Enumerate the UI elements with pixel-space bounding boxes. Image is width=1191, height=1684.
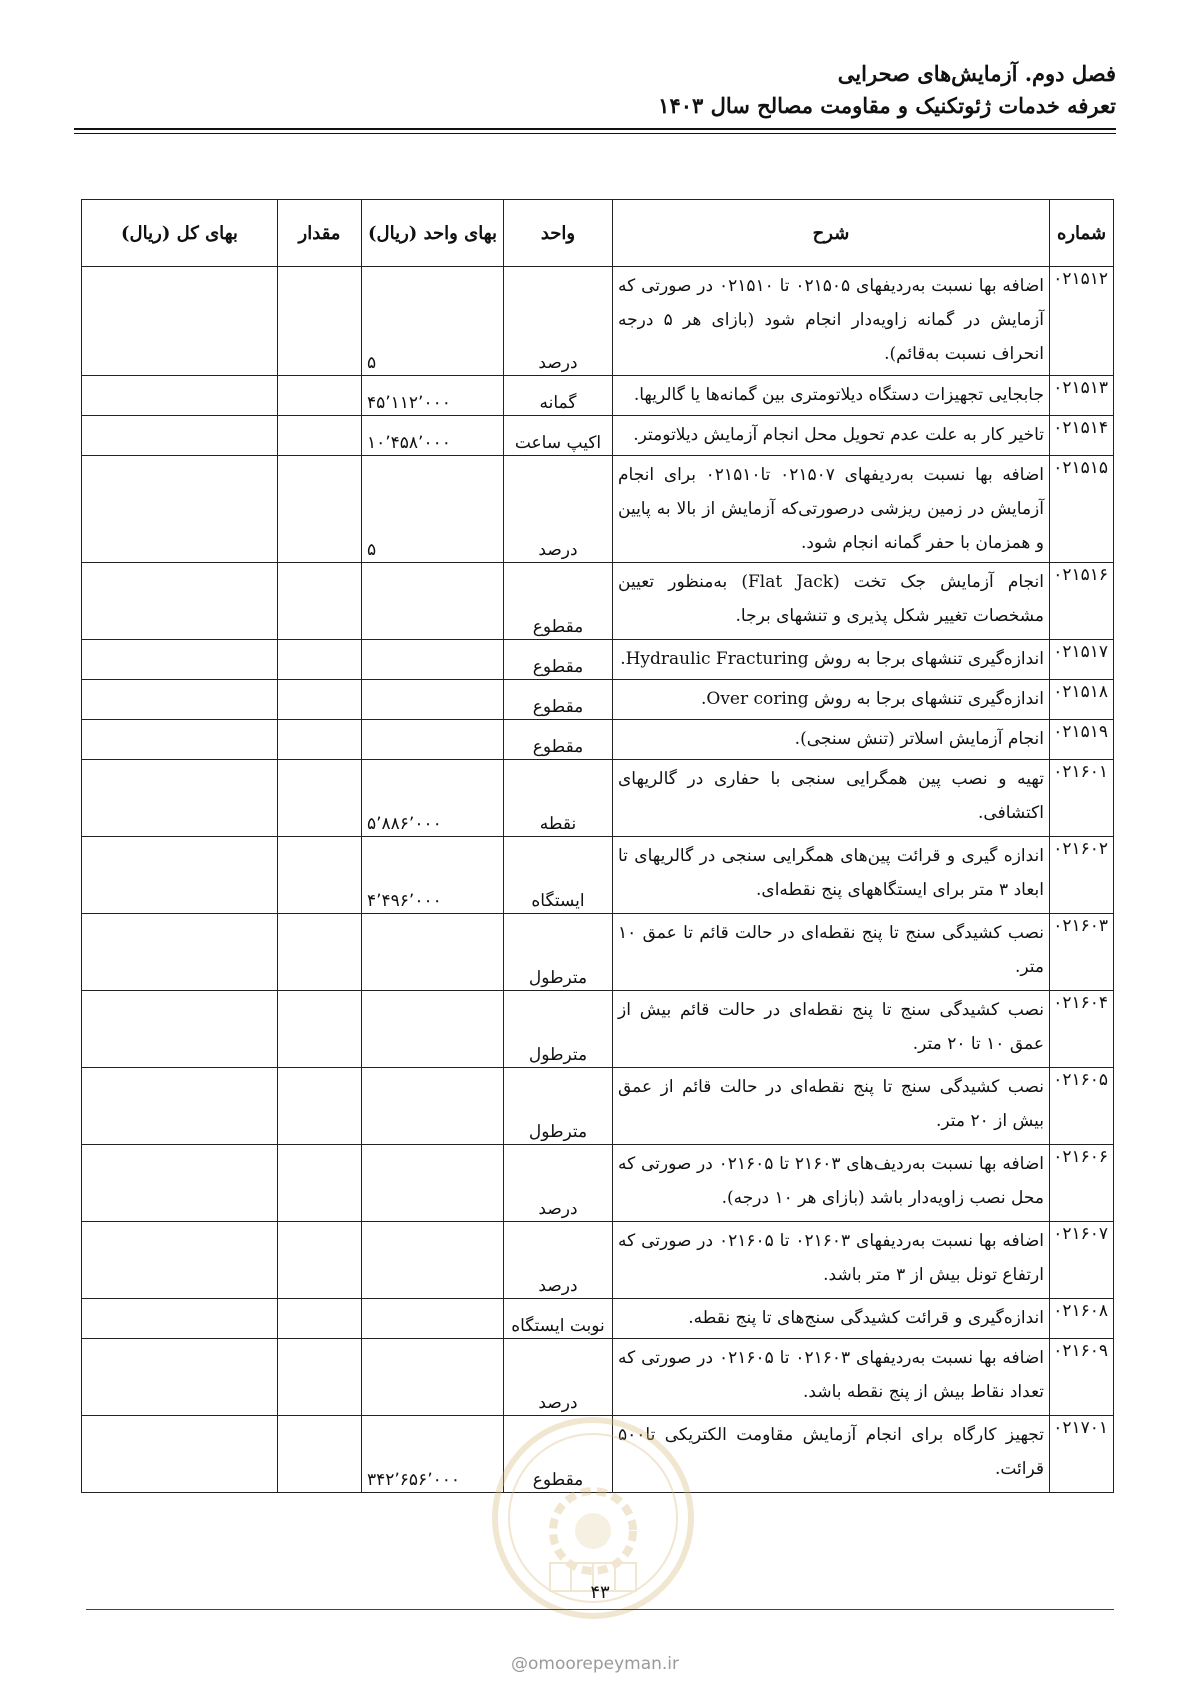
row-unit: مترطول [504, 1068, 613, 1145]
row-unit-price [362, 1339, 504, 1416]
row-description: جابجایی تجهیزات دستگاه دیلاتومتری بین گمانه‌ها یا گالریها. [613, 376, 1050, 416]
row-quantity [278, 1299, 362, 1339]
row-code: ۰۲۱۵۱۲ [1050, 267, 1114, 376]
row-quantity [278, 1068, 362, 1145]
row-code: ۰۲۱۵۱۳ [1050, 376, 1114, 416]
website-label: @omoorepeyman.ir [510, 1654, 680, 1674]
row-description: انجام آزمایش اسلاتر (تنش سنجی). [613, 720, 1050, 760]
table-row [82, 416, 1114, 456]
row-unit: مقطوع [504, 680, 613, 720]
row-quantity [278, 914, 362, 991]
row-code: ۰۲۱۶۰۷ [1050, 1222, 1114, 1299]
chapter-title: فصل دوم. آزمایش‌های صحرایی [837, 61, 1116, 86]
row-quantity [278, 991, 362, 1068]
row-unit: مترطول [504, 914, 613, 991]
row-description: نصب کشیدگی سنج تا پنج نقطه‌ای در حالت قائم تا عمق ۱۰ متر. [613, 914, 1050, 991]
row-description: اضافه بها نسبت به‌ردیفهای ۰۲۱۵۰۷ تا۰۲۱۵۱۰ برای انجام آزمایش در زمین ریزشی درصورتی‌که آزمایش از بالا به پایین و همزمان با حفر گمانه انجام شود. [613, 456, 1050, 563]
row-quantity [278, 1339, 362, 1416]
row-description: نصب کشیدگی سنج تا پنج نقطه‌ای در حالت قائم بیش از عمق ۱۰ تا ۲۰ متر. [613, 991, 1050, 1068]
row-code: ۰۲۱۵۱۶ [1050, 563, 1114, 640]
row-unit: مترطول [504, 991, 613, 1068]
header-description: شرح [613, 200, 1050, 267]
row-unit: نقطه [504, 760, 613, 837]
row-quantity [278, 837, 362, 914]
row-unit-price: ۵ [362, 267, 504, 376]
table-row [82, 914, 1114, 991]
table-row [82, 1339, 1114, 1416]
header-rule-thin [74, 133, 1116, 134]
row-code: ۰۲۱۶۰۹ [1050, 1339, 1114, 1416]
row-total [82, 680, 278, 720]
row-code: ۰۲۱۷۰۱ [1050, 1416, 1114, 1493]
row-quantity [278, 1222, 362, 1299]
row-code: ۰۲۱۵۱۴ [1050, 416, 1114, 456]
row-total [82, 456, 278, 563]
row-total [82, 760, 278, 837]
row-unit: نوبت ایستگاه [504, 1299, 613, 1339]
row-total [82, 267, 278, 376]
row-total [82, 1416, 278, 1493]
row-quantity [278, 760, 362, 837]
row-quantity [278, 640, 362, 680]
row-code: ۰۲۱۶۰۴ [1050, 991, 1114, 1068]
row-unit: مقطوع [504, 563, 613, 640]
header-code: شماره [1050, 200, 1114, 267]
row-unit-price [362, 914, 504, 991]
row-code: ۰۲۱۵۱۹ [1050, 720, 1114, 760]
row-code: ۰۲۱۶۰۳ [1050, 914, 1114, 991]
row-code: ۰۲۱۶۰۲ [1050, 837, 1114, 914]
row-unit: مقطوع [504, 640, 613, 680]
row-total [82, 563, 278, 640]
tariff-table [81, 199, 1114, 1493]
table-row [82, 456, 1114, 563]
row-unit: درصد [504, 456, 613, 563]
row-unit-price [362, 1068, 504, 1145]
row-total [82, 837, 278, 914]
row-description: اندازه گیری و قرائت پین‌های همگرایی سنجی در گالریهای تا ابعاد ۳ متر برای ایستگاههای پنج نقطه‌ای. [613, 837, 1050, 914]
row-quantity [278, 680, 362, 720]
row-unit-price [362, 680, 504, 720]
row-code: ۰۲۱۵۱۵ [1050, 456, 1114, 563]
table-row [82, 1145, 1114, 1222]
row-total [82, 720, 278, 760]
table-row [82, 680, 1114, 720]
footer-rule [86, 1609, 1114, 1610]
row-description: انجام آزمایش جک تخت (Flat Jack) به‌منظور تعیین مشخصات تغییر شکل پذیری و تنشهای برجا. [613, 563, 1050, 640]
row-description: اضافه بها نسبت به‌ردیفهای ۰۲۱۶۰۳ تا ۰۲۱۶۰۵ در صورتی که ارتفاع تونل بیش از ۳ متر باشد. [613, 1222, 1050, 1299]
header-total-price: بهای کل (ریال) [82, 200, 278, 267]
table-row [82, 1222, 1114, 1299]
row-unit-price [362, 563, 504, 640]
row-description: اندازه‌گیری تنشهای برجا به روش Hydraulic Fracturing. [613, 640, 1050, 680]
row-unit-price: ۵ [362, 456, 504, 563]
row-unit: درصد [504, 1145, 613, 1222]
header-unit: واحد [504, 200, 613, 267]
document-title: تعرفه خدمات ژئوتکنیک و مقاومت مصالح سال ۱۴۰۳ [658, 93, 1116, 118]
row-total [82, 1299, 278, 1339]
table-row [82, 991, 1114, 1068]
row-total [82, 991, 278, 1068]
header-rule-thick [74, 128, 1116, 130]
row-description: نصب کشیدگی سنج تا پنج نقطه‌ای در حالت قائم از عمق بیش از ۲۰ متر. [613, 1068, 1050, 1145]
row-unit: اکیپ ساعت [504, 416, 613, 456]
header-quantity: مقدار [278, 200, 362, 267]
table-row [82, 267, 1114, 376]
row-code: ۰۲۱۶۰۸ [1050, 1299, 1114, 1339]
row-quantity [278, 720, 362, 760]
row-unit: درصد [504, 1339, 613, 1416]
row-quantity [278, 456, 362, 563]
row-unit: درصد [504, 267, 613, 376]
row-description: اندازه‌گیری تنشهای برجا به روش Over coring. [613, 680, 1050, 720]
table-row [82, 640, 1114, 680]
row-unit: گمانه [504, 376, 613, 416]
row-unit-price: ۴۵٬۱۱۲٬۰۰۰ [362, 376, 504, 416]
table-header-row [82, 200, 1114, 267]
row-quantity [278, 563, 362, 640]
row-unit: مقطوع [504, 1416, 613, 1493]
row-description: اضافه بها نسبت به‌ردیفهای ۰۲۱۵۰۵ تا ۰۲۱۵۱۰ در صورتی که آزمایش در گمانه زاویه‌دار انجام شود (بازای هر ۵ درجه انحراف نسبت به‌قائم). [613, 267, 1050, 376]
row-unit-price [362, 991, 504, 1068]
row-quantity [278, 376, 362, 416]
row-unit-price [362, 1222, 504, 1299]
row-unit-price [362, 720, 504, 760]
table-row [82, 837, 1114, 914]
row-code: ۰۲۱۶۰۱ [1050, 760, 1114, 837]
row-total [82, 914, 278, 991]
row-description: تاخیر کار به علت عدم تحویل محل انجام آزمایش دیلاتومتر. [613, 416, 1050, 456]
row-unit: ایستگاه [504, 837, 613, 914]
row-total [82, 416, 278, 456]
row-unit-price [362, 1299, 504, 1339]
row-total [82, 1222, 278, 1299]
table-row [82, 760, 1114, 837]
row-unit-price: ۴٬۴۹۶٬۰۰۰ [362, 837, 504, 914]
row-unit: درصد [504, 1222, 613, 1299]
row-unit: مقطوع [504, 720, 613, 760]
row-code: ۰۲۱۵۱۸ [1050, 680, 1114, 720]
row-unit-price: ۵٬۸۸۶٬۰۰۰ [362, 760, 504, 837]
table-row [82, 720, 1114, 760]
row-unit-price [362, 1145, 504, 1222]
row-quantity [278, 416, 362, 456]
row-total [82, 1145, 278, 1222]
row-total [82, 640, 278, 680]
row-description: اضافه بها نسبت به‌ردیف‌های ۲۱۶۰۳ تا ۰۲۱۶۰۵ در صورتی که محل نصب زاویه‌دار باشد (بازای هر ۱۰ درجه). [613, 1145, 1050, 1222]
row-unit-price [362, 640, 504, 680]
page-header [74, 58, 1116, 122]
table-row [82, 1416, 1114, 1493]
row-description: اندازه‌گیری و قرائت کشیدگی سنج‌های تا پنج نقطه. [613, 1299, 1050, 1339]
row-unit-price: ۳۴۲٬۶۵۶٬۰۰۰ [362, 1416, 504, 1493]
row-quantity [278, 267, 362, 376]
table-row [82, 376, 1114, 416]
page-number: ۴۳ [590, 1582, 610, 1603]
row-description: اضافه بها نسبت به‌ردیفهای ۰۲۱۶۰۳ تا ۰۲۱۶۰۵ در صورتی که تعداد نقاط بیش از پنج نقطه باشد. [613, 1339, 1050, 1416]
row-description: تجهیز کارگاه برای انجام آزمایش مقاومت الکتریکی تا۵۰۰ قرائت. [613, 1416, 1050, 1493]
row-code: ۰۲۱۶۰۶ [1050, 1145, 1114, 1222]
table-row [82, 1068, 1114, 1145]
table-row [82, 1299, 1114, 1339]
row-quantity [278, 1416, 362, 1493]
row-quantity [278, 1145, 362, 1222]
table-row [82, 563, 1114, 640]
row-code: ۰۲۱۵۱۷ [1050, 640, 1114, 680]
row-total [82, 1339, 278, 1416]
row-code: ۰۲۱۶۰۵ [1050, 1068, 1114, 1145]
row-total [82, 376, 278, 416]
header-unit-price: بهای واحد (ریال) [362, 200, 504, 267]
row-unit-price: ۱۰٬۴۵۸٬۰۰۰ [362, 416, 504, 456]
row-total [82, 1068, 278, 1145]
row-description: تهیه و نصب پین همگرایی سنجی با حفاری در گالریهای اکتشافی. [613, 760, 1050, 837]
